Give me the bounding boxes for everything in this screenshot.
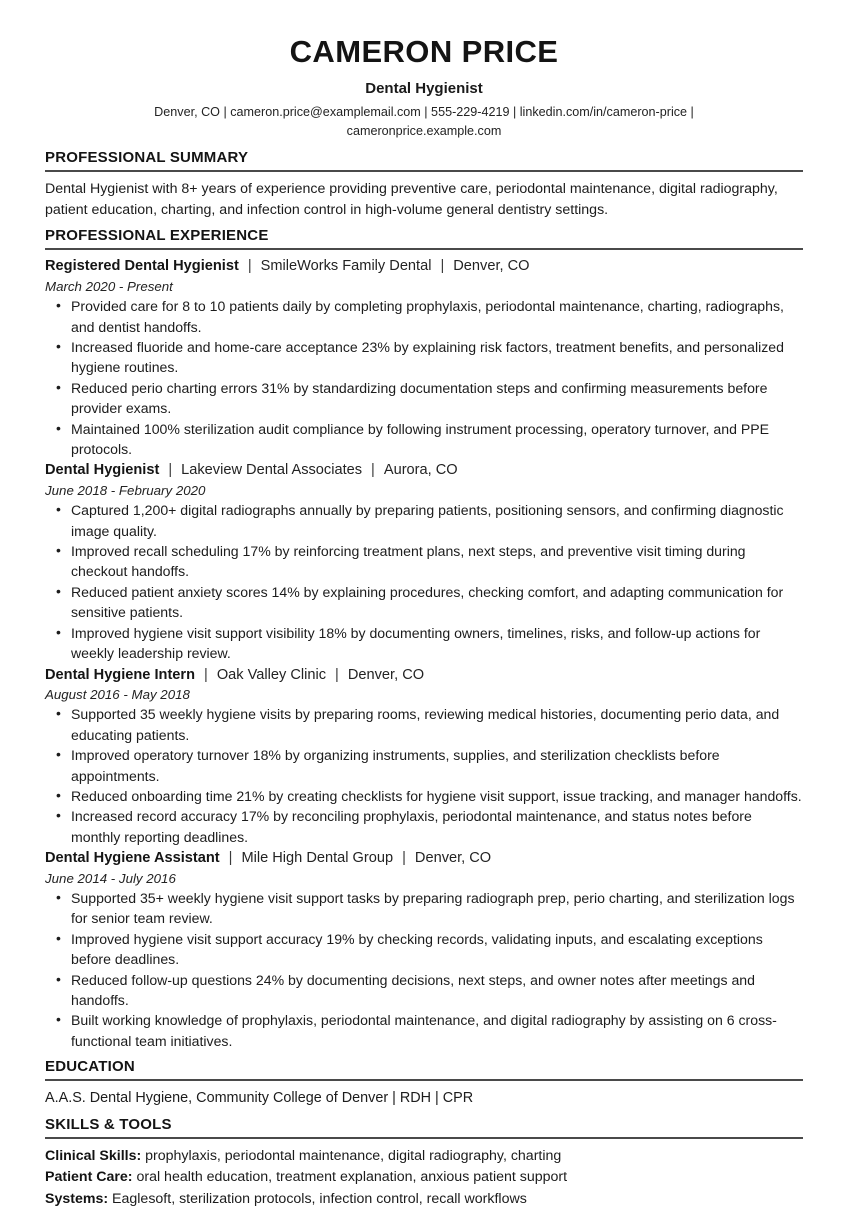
job-bullet-list xyxy=(45,888,803,1051)
skill-label: Patient Care: xyxy=(45,1169,133,1186)
section-heading-skills: SKILLS & TOOLS xyxy=(45,1116,172,1134)
contact-line: Denver, CO | cameron.price@examplemail.com | 555-229-4219 | linkedin.com/in/cameron-price | cameronprice.example.com xyxy=(154,104,694,139)
skill-value: prophylaxis, periodontal maintenance, digital radiography, charting xyxy=(141,1148,562,1165)
section-rule xyxy=(45,170,803,172)
job-bullet: • Built working knowledge of prophylaxis, periodontal maintenance, and digital radiography by assisting on 6 cross-functional team initiatives. xyxy=(54,1010,803,1051)
skill-row xyxy=(45,1167,803,1188)
job-bullet: • Increased fluoride and home-care acceptance 23% by explaining risk factors, treatment benefits, and personalized hygiene routines. xyxy=(54,337,803,378)
section-heading-education: EDUCATION xyxy=(45,1058,135,1076)
job-heading xyxy=(45,849,803,869)
experience-entry xyxy=(45,257,803,459)
job-company: SmileWorks Family Dental xyxy=(260,258,432,275)
skill-value: oral health education, treatment explanation, anxious patient support xyxy=(132,1169,568,1186)
skill-row xyxy=(45,1146,803,1167)
candidate-name: CAMERON PRICE xyxy=(289,34,559,69)
job-bullet: • Maintained 100% sterilization audit compliance by following instrument processing, operatory turnover, and PPE protocols. xyxy=(54,419,803,460)
job-bullet: • Supported 35+ weekly hygiene visit support tasks by preparing radiograph prep, perio charting, and sterilization logs for senior team review. xyxy=(54,888,803,929)
job-bullet: • Supported 35 weekly hygiene visits by preparing rooms, reviewing medical histories, documenting perio data, and educating patients. xyxy=(54,704,803,745)
job-heading xyxy=(45,461,803,481)
job-bullet: • Captured 1,200+ digital radiographs annually by preparing patients, positioning sensors, and confirming diagnostic image quality. xyxy=(54,500,803,541)
experience-entry xyxy=(45,666,803,848)
section-rule xyxy=(45,1079,803,1081)
job-heading xyxy=(45,257,803,277)
field-separator: | xyxy=(371,462,375,479)
summary-text: Dental Hygienist with 8+ years of experience providing preventive care, periodontal maintenance, digital radiography, patient education, charting, and infection control in high-volume general dentistry settings. xyxy=(45,180,778,218)
job-dates: June 2014 - July 2016 xyxy=(45,870,176,886)
job-bullet-list xyxy=(45,704,803,847)
field-separator: | xyxy=(168,462,173,479)
job-dates: August 2016 - May 2018 xyxy=(45,687,190,703)
job-location: Denver, CO xyxy=(347,666,425,683)
job-company: Lakeview Dental Associates xyxy=(181,462,363,479)
job-location: Denver, CO xyxy=(414,850,492,867)
job-company: Oak Valley Clinic xyxy=(216,666,327,683)
experience-entry xyxy=(45,849,803,1051)
section-professional-summary xyxy=(45,149,803,221)
job-company: Mile High Dental Group xyxy=(241,850,394,867)
job-bullet: • Reduced follow-up questions 24% by documenting decisions, next steps, and owner notes after meetings and handoffs. xyxy=(54,970,803,1011)
field-separator: | xyxy=(228,850,233,867)
section-education xyxy=(45,1058,803,1109)
skill-label: Clinical Skills: xyxy=(45,1148,142,1165)
candidate-headline: Dental Hygienist xyxy=(365,79,483,97)
field-separator: | xyxy=(440,258,445,275)
job-bullet: • Improved hygiene visit support visibility 18% by documenting owners, timelines, risks, and follow-up actions for weekly leadership review. xyxy=(54,623,803,664)
job-dates: June 2018 - February 2020 xyxy=(45,483,206,499)
section-rule xyxy=(45,248,803,250)
job-title: Dental Hygienist xyxy=(45,462,160,479)
experience-entry xyxy=(45,461,803,663)
job-bullet: • Reduced perio charting errors 31% by standardizing documentation steps and confirming measurements before provider exams. xyxy=(54,378,803,419)
section-heading-summary: PROFESSIONAL SUMMARY xyxy=(45,148,249,166)
job-bullet-list xyxy=(45,296,803,459)
field-separator: | xyxy=(335,666,339,683)
job-dates: March 2020 - Present xyxy=(45,279,173,295)
section-skills-tools xyxy=(45,1116,803,1210)
job-title: Dental Hygiene Assistant xyxy=(45,850,220,867)
job-bullet: • Provided care for 8 to 10 patients daily by completing prophylaxis, periodontal maintenance, charting, radiographs, and dentist handoffs. xyxy=(54,296,803,337)
job-bullet-list xyxy=(45,500,803,663)
field-separator: | xyxy=(247,258,252,275)
resume-header xyxy=(45,34,803,142)
field-separator: | xyxy=(402,850,406,867)
job-location: Aurora, CO xyxy=(383,462,458,479)
job-bullet: • Reduced onboarding time 21% by creating checklists for hygiene visit support, issue tracking, and manager handoffs. xyxy=(54,786,803,806)
section-rule xyxy=(45,1137,803,1139)
job-bullet: • Improved recall scheduling 17% by reinforcing treatment plans, next steps, and preventive visit timing during checkout handoffs. xyxy=(54,541,803,582)
skill-row xyxy=(45,1189,803,1210)
section-professional-experience xyxy=(45,227,803,1051)
field-separator: | xyxy=(204,666,208,683)
job-title: Registered Dental Hygienist xyxy=(45,258,239,275)
skill-label: Systems: xyxy=(45,1190,109,1207)
job-location: Denver, CO xyxy=(453,258,530,275)
job-title: Dental Hygiene Intern xyxy=(45,666,196,683)
job-bullet: • Increased record accuracy 17% by reconciling prophylaxis, periodontal maintenance, and status notes before monthly reporting deadlines. xyxy=(54,806,803,847)
job-bullet: • Improved hygiene visit support accuracy 19% by checking records, validating inputs, and escalating exceptions before deadlines. xyxy=(54,929,803,970)
job-bullet: • Reduced patient anxiety scores 14% by explaining procedures, checking comfort, and adapting communication for sensitive patients. xyxy=(54,582,803,623)
skill-value: Eaglesoft, sterilization protocols, infection control, recall workflows xyxy=(108,1190,527,1207)
education-entry: A.A.S. Dental Hygiene, Community College of Denver | RDH | CPR xyxy=(45,1090,474,1107)
job-heading xyxy=(45,666,803,686)
section-heading-experience: PROFESSIONAL EXPERIENCE xyxy=(45,227,269,245)
job-bullet: • Improved operatory turnover 18% by organizing instruments, supplies, and sterilization checklists before appointments. xyxy=(54,745,803,786)
